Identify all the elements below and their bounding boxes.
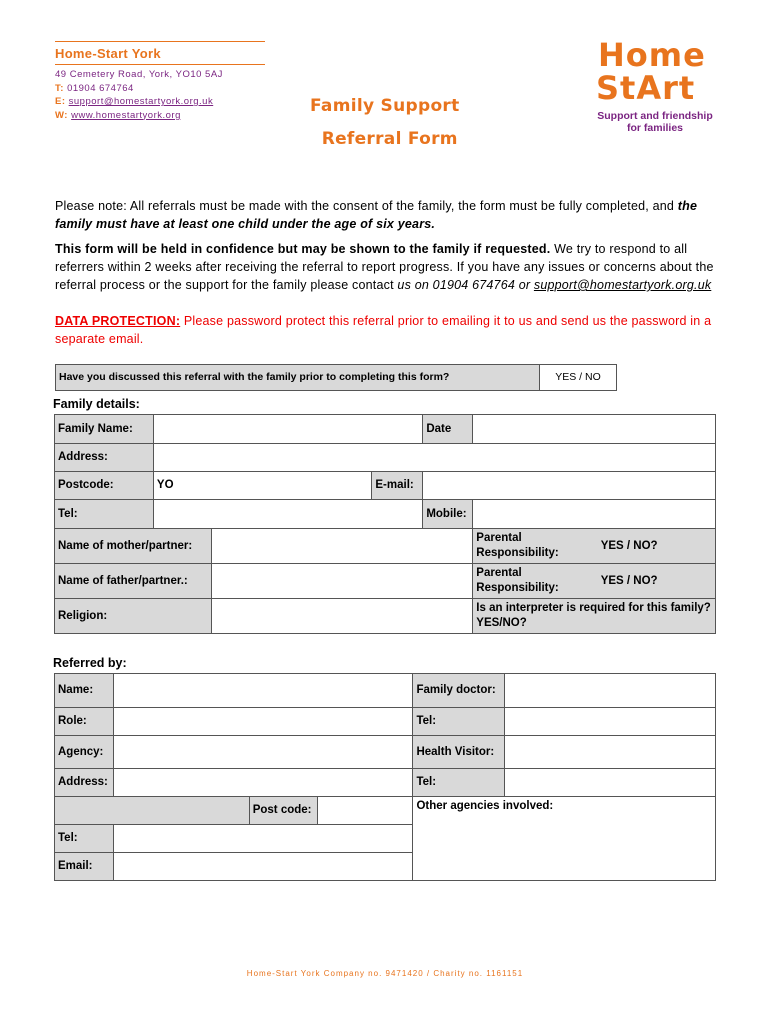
- logo-text-home: Home: [598, 36, 706, 74]
- confidence-note: This form will be held in confidence but may be shown to the family if requested. We try to respond to all referrers within 2 weeks after receiving the referral to report progress. If you have any issues or concerns about the referral process or the support for the family please contact us on 01904 674764 or support@homestartyork.org.uk: [55, 242, 714, 292]
- discussion-question: Have you discussed this referral with the family prior to completing this form?: [56, 365, 540, 391]
- post-code-input[interactable]: [317, 797, 413, 825]
- agency-input[interactable]: [113, 736, 412, 769]
- mobile-label: Mobile:: [423, 500, 473, 529]
- org-name: Home-Start York: [55, 46, 161, 61]
- family-name-input[interactable]: [153, 415, 422, 444]
- father-name-input[interactable]: [211, 564, 472, 599]
- health-visitor-tel-label: Tel:: [413, 769, 505, 797]
- other-agencies-box[interactable]: [413, 797, 716, 881]
- tel-input[interactable]: [153, 500, 422, 529]
- mobile-input[interactable]: [473, 500, 716, 529]
- email-input[interactable]: [423, 472, 716, 500]
- postcode-input[interactable]: YO: [153, 472, 371, 500]
- doctor-tel-label: Tel:: [413, 708, 505, 736]
- interpreter-question[interactable]: Is an interpreter is required for this family? YES/NO?: [473, 599, 716, 634]
- role-label: Role:: [55, 708, 114, 736]
- family-doctor-input[interactable]: [505, 674, 716, 708]
- referred-by-table: [54, 673, 716, 881]
- referrer-name-input[interactable]: [113, 674, 412, 708]
- parental-responsibility-answer-2[interactable]: YES / NO?: [598, 564, 716, 599]
- other-agencies-label: Other agencies involved:: [416, 800, 554, 812]
- health-visitor-tel-input[interactable]: [505, 769, 716, 797]
- data-protection-note: DATA PROTECTION: Please password protect this referral prior to emailing it to us and send us the password in a separate email.: [55, 314, 712, 346]
- date-input[interactable]: [473, 415, 716, 444]
- address-extra-cell[interactable]: [55, 797, 250, 825]
- parental-responsibility-label-2: Parental Responsibility:: [473, 564, 598, 599]
- org-web-link[interactable]: www.homestartyork.org: [71, 109, 181, 121]
- discussion-question-table: [55, 364, 617, 391]
- referrer-tel-input[interactable]: [113, 825, 412, 853]
- referrer-email-input[interactable]: [113, 853, 412, 881]
- org-email-link[interactable]: support@homestartyork.org.uk: [68, 96, 214, 107]
- org-email-line: E: support@homestartyork.org.uk: [55, 96, 214, 107]
- post-code-label: Post code:: [249, 797, 317, 825]
- postcode-label: Postcode:: [55, 472, 154, 500]
- org-web-line: W: www.homestartyork.org: [55, 109, 181, 121]
- address-input[interactable]: [153, 444, 715, 472]
- consent-note: Please note: All referrals must be made with the consent of the family, the form must be fully completed, and the family must have at least one child under the age of six years.: [55, 199, 698, 231]
- referrer-address-input[interactable]: [113, 769, 412, 797]
- address-label: Address:: [55, 444, 154, 472]
- referrer-email-label: Email:: [55, 853, 114, 881]
- parental-responsibility-label-1: Parental Responsibility:: [473, 529, 598, 564]
- doctor-tel-input[interactable]: [505, 708, 716, 736]
- support-email-link[interactable]: support@homestartyork.org.uk: [533, 278, 712, 292]
- religion-label: Religion:: [55, 599, 212, 634]
- referrer-address-label: Address:: [55, 769, 114, 797]
- referrer-tel-label: Tel:: [55, 825, 114, 853]
- religion-input[interactable]: [211, 599, 472, 634]
- tel-label: Tel:: [55, 500, 154, 529]
- family-name-label: Family Name:: [55, 415, 154, 444]
- form-title-line1: Family Support: [310, 96, 460, 116]
- health-visitor-label: Health Visitor:: [413, 736, 505, 769]
- logo-tagline: Support and friendship for families: [597, 110, 713, 134]
- logo-text-start: StArt: [596, 69, 696, 107]
- org-tel-line: T: 01904 674764: [55, 82, 134, 94]
- home-start-logo: [590, 36, 720, 146]
- form-title-line2: Referral Form: [321, 129, 458, 149]
- mother-name-input[interactable]: [211, 529, 472, 564]
- parental-responsibility-answer-1[interactable]: YES / NO?: [598, 529, 716, 564]
- referred-by-heading: Referred by:: [53, 656, 127, 670]
- family-details-heading: Family details:: [53, 397, 140, 411]
- father-name-label: Name of father/partner.:: [55, 564, 212, 599]
- org-mid-rule: [55, 64, 265, 65]
- mother-name-label: Name of mother/partner:: [55, 529, 212, 564]
- form-title: [310, 90, 460, 156]
- discussion-answer[interactable]: YES / NO: [540, 365, 617, 391]
- email-label: E-mail:: [372, 472, 423, 500]
- org-address: 49 Cemetery Road, York, YO10 5AJ: [55, 69, 223, 80]
- family-details-table: [54, 414, 716, 634]
- family-doctor-label: Family doctor:: [413, 674, 505, 708]
- referrer-name-label: Name:: [55, 674, 114, 708]
- agency-label: Agency:: [55, 736, 114, 769]
- role-input[interactable]: [113, 708, 412, 736]
- org-contact-block: [55, 41, 265, 122]
- health-visitor-input[interactable]: [505, 736, 716, 769]
- date-label: Date: [423, 415, 473, 444]
- footer-company-info: Home-Start York Company no. 9471420 / Charity no. 1161151: [246, 969, 524, 978]
